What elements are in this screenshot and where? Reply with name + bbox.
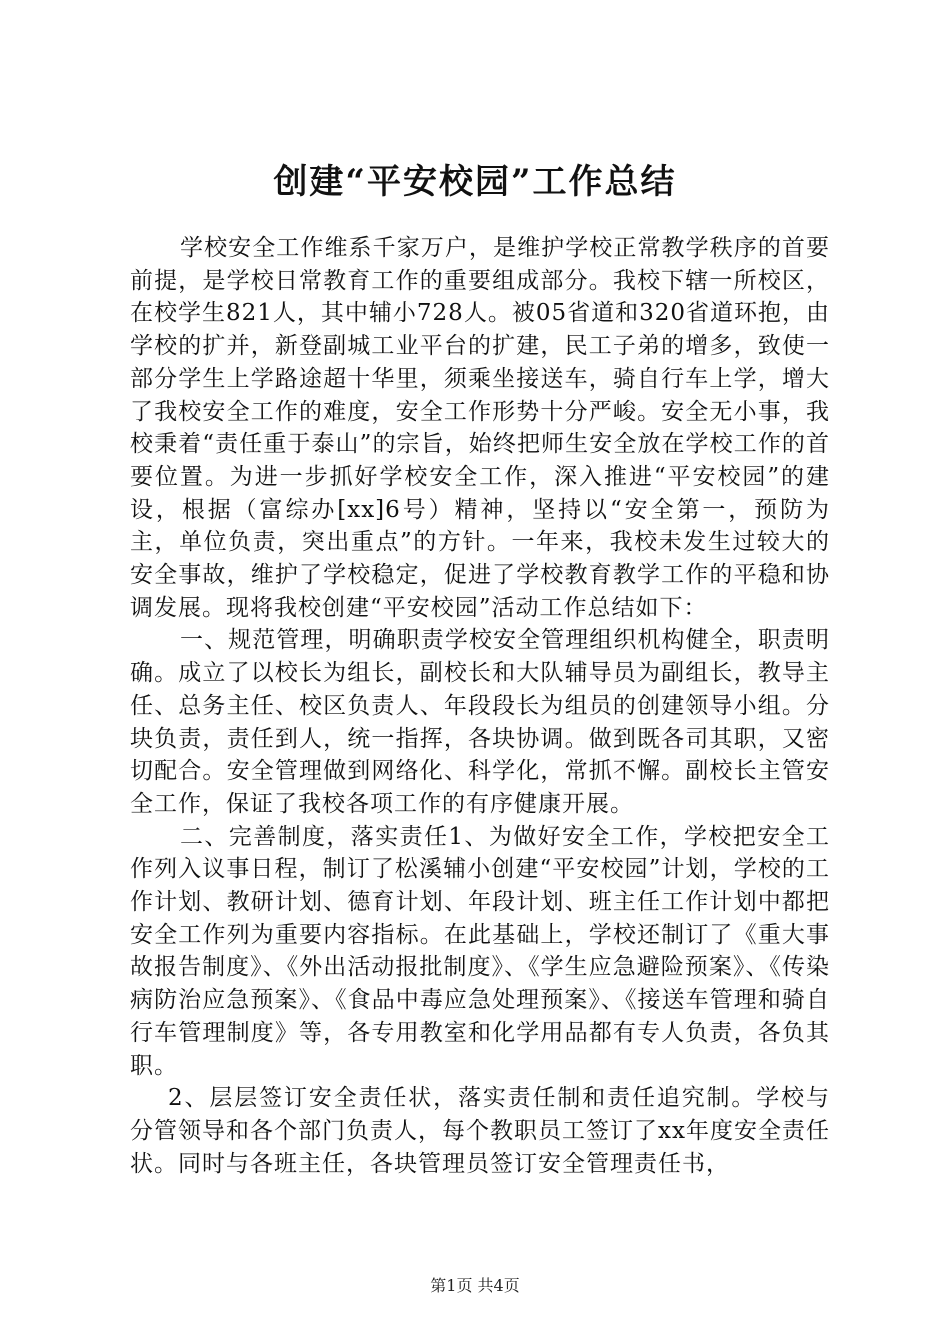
paragraph-responsibility: 2、层层签订安全责任状，落实责任制和责任追究制。学校与分管领导和各个部门负责人，每个教职员工签订了xx年度安全责任状。同时与各班主任，各块管理员签订安全管理责任书，	[130, 1085, 830, 1177]
document-title: 创建“平安校园”工作总结	[273, 162, 677, 202]
paragraph-system: 二、完善制度，落实责任1、为做好安全工作，学校把安全工作列入议事日程，制订了松溪辅小创建“平安校园”计划，学校的工作计划、教研计划、德育计划、年段计划、班主任工作计划中都把安全工作列为重要内容指标。在此基础上，学校还制订了《重大事故报告制度》、《外出活动报批制度》、《学生应急避险预案》、《传染病防治应急预案》、《食品中毒应急处理预案》、《接送车管理和骑自行车管理制度》等，各专用教室和化学用品都有专人负责，各负其职。	[130, 823, 830, 1079]
paragraph-intro: 学校安全工作维系千家万户，是维护学校正常教学秩序的首要前提，是学校日常教育工作的重要组成部分。我校下辖一所校区，在校学生821人，其中辅小728人。被05省道和320省道环抱，由学校的扩并，新登副城工业平台的扩建，民工子弟的增多，致使一部分学生上学路途超十华里，须乘坐接送车，骑自行车上学，增大了我校安全工作的难度，安全工作形势十分严峻。安全无小事，我校秉着“责任重于泰山”的宗旨，始终把师生安全放在学校工作的首要位置。为进一步抓好学校安全工作，深入推进“平安校园”的建设，根据（富综办[xx]6号）精神，坚持以“安全第一，预防为主，单位负责，突出重点”的方针。一年来，我校未发生过较大的安全事故，维护了学校稳定，促进了学校教育教学工作的平稳和协调发展。现将我校创建“平安校园”活动工作总结如下：	[130, 235, 830, 621]
document-body	[130, 232, 830, 1180]
page-number: 第1页 共4页	[430, 1276, 520, 1295]
paragraph-management: 一、规范管理，明确职责学校安全管理组织机构健全，职责明确。成立了以校长为组长，副校长和大队辅导员为副组长，教导主任、总务主任、校区负责人、年段段长为组员的创建领导小组。分块负责，责任到人，统一指挥，各块协调。做到既各司其职，又密切配合。安全管理做到网络化、科学化，常抓不懈。副校长主管安全工作，保证了我校各项工作的有序健康开展。	[130, 627, 830, 817]
